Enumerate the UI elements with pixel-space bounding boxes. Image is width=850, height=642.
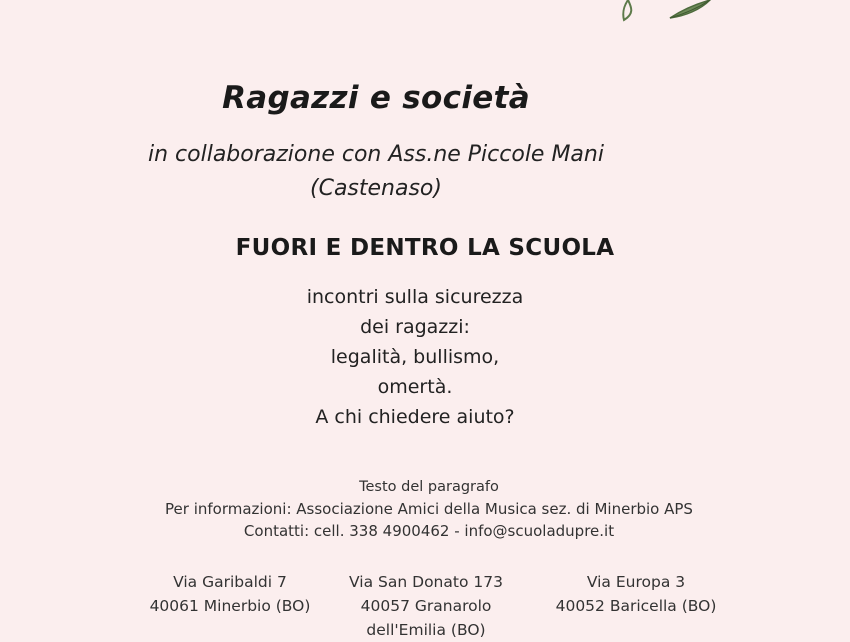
contacts-text: Contatti: cell. 338 4900462 - info@scuoladupre.it (243, 522, 615, 540)
description-line: dei ragazzi: (360, 316, 470, 338)
address-baricella (536, 570, 736, 618)
address-minerbio (130, 570, 330, 618)
address-street: Via Europa 3 (586, 573, 686, 591)
subtitle (0, 138, 752, 206)
description-line: A chi chiedere aiuto? (315, 406, 515, 428)
description-line: legalità, bullismo, (330, 346, 500, 368)
page-title: Ragazzi e società (222, 80, 530, 116)
organizer-text: Per informazioni: Associazione Amici della Musica sez. di Minerbio APS (165, 500, 693, 518)
description-line: omertà. (377, 376, 453, 398)
subtitle-line: (Castenaso) (310, 176, 442, 201)
info-block (0, 476, 850, 542)
address-city: 40057 Granarolo (360, 597, 492, 615)
address-city: dell'Emilia (BO) (366, 621, 486, 639)
subtitle-line: in collaborazione con Ass.ne Piccole Mani (148, 142, 604, 167)
paragraph-placeholder: Testo del paragrafo (359, 479, 499, 495)
address-street: Via Garibaldi 7 (173, 573, 287, 591)
address-city: 40052 Baricella (BO) (555, 597, 717, 615)
address-street: Via San Donato 173 (349, 573, 503, 591)
address-granarolo (326, 570, 526, 642)
description-line: incontri sulla sicurezza (306, 286, 524, 308)
address-city: 40061 Minerbio (BO) (149, 597, 311, 615)
section-heading: FUORI E DENTRO LA SCUOLA (235, 235, 615, 261)
description (0, 282, 830, 432)
leaf-icon (610, 0, 720, 22)
